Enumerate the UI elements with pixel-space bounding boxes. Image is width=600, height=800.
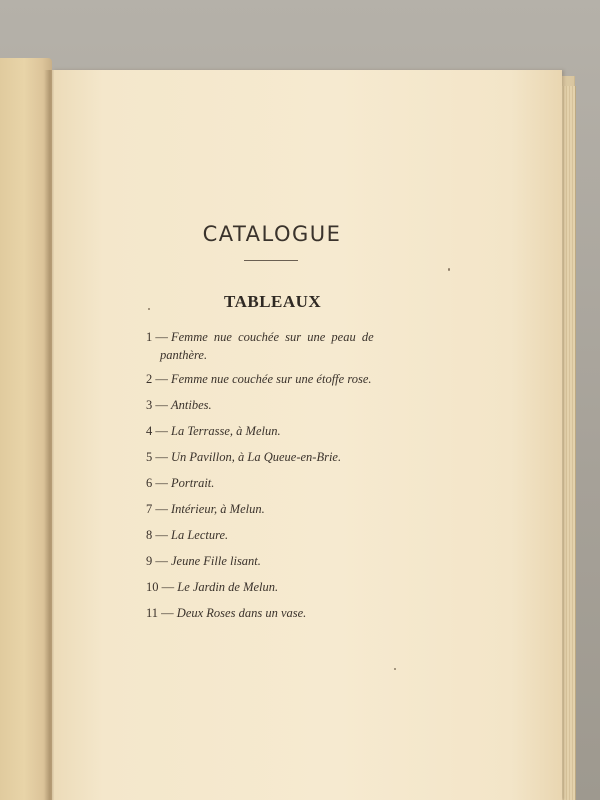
- list-item: 9 — Jeune Fille lisant.: [146, 554, 261, 568]
- entry-title: Intérieur, à Melun.: [171, 502, 265, 516]
- entry-title: Deux Roses dans un vase.: [176, 606, 307, 620]
- list-item: 3 — Antibes.: [146, 398, 212, 412]
- list-item: 6 — Portrait.: [146, 476, 215, 490]
- paper-speck: [448, 268, 450, 271]
- entry-title: Femme nue couchée sur une peau de: [171, 330, 374, 344]
- entry-number: 2: [146, 372, 153, 386]
- entry-number: 3: [146, 398, 153, 412]
- entry-number: 4: [146, 424, 153, 438]
- list-item: 4 — La Terrasse, à Melun.: [146, 424, 281, 438]
- entry-number: 9: [146, 554, 153, 568]
- entry-number: 6: [146, 476, 153, 490]
- paper-speck: [148, 308, 150, 310]
- entry-title: La Lecture.: [171, 528, 229, 542]
- entry-title: Jeune Fille lisant.: [171, 554, 261, 568]
- entry-number: 1: [146, 330, 153, 344]
- entry-title: Un Pavillon, à La Queue-en-Brie.: [171, 450, 342, 464]
- entry-number: 7: [146, 502, 153, 516]
- list-item: 8 — La Lecture.: [146, 528, 229, 542]
- entry-number: 11: [146, 606, 159, 620]
- list-item: 2 — Femme nue couchée sur une étoffe rose.: [146, 372, 372, 386]
- entry-number: 10: [146, 580, 159, 594]
- book-spine-shadow: [44, 70, 54, 800]
- heading-rule: [244, 260, 298, 261]
- list-item: 10 — Le Jardin de Melun.: [146, 580, 279, 594]
- entry-title-continued: panthère.: [160, 348, 208, 362]
- entry-title: Le Jardin de Melun.: [177, 580, 279, 594]
- entry-number: 8: [146, 528, 153, 542]
- entry-title: Portrait.: [171, 476, 215, 490]
- list-item: 11 — Deux Roses dans un vase.: [146, 606, 307, 620]
- list-item: 7 — Intérieur, à Melun.: [146, 502, 265, 516]
- paper-speck: [394, 668, 396, 670]
- entry-title: La Terrasse, à Melun.: [171, 424, 281, 438]
- catalogue-heading: CATALOGUE: [202, 222, 342, 246]
- list-item: 1 — Femme nue couchée sur une peau de panthère.: [146, 330, 374, 362]
- list-item: 5 — Un Pavillon, à La Queue-en-Brie.: [146, 450, 342, 464]
- section-heading-tableaux: TABLEAUX: [224, 292, 322, 311]
- entry-number: 5: [146, 450, 153, 464]
- entry-title: Femme nue couchée sur une étoffe rose.: [171, 372, 372, 386]
- entry-title: Antibes.: [171, 398, 212, 412]
